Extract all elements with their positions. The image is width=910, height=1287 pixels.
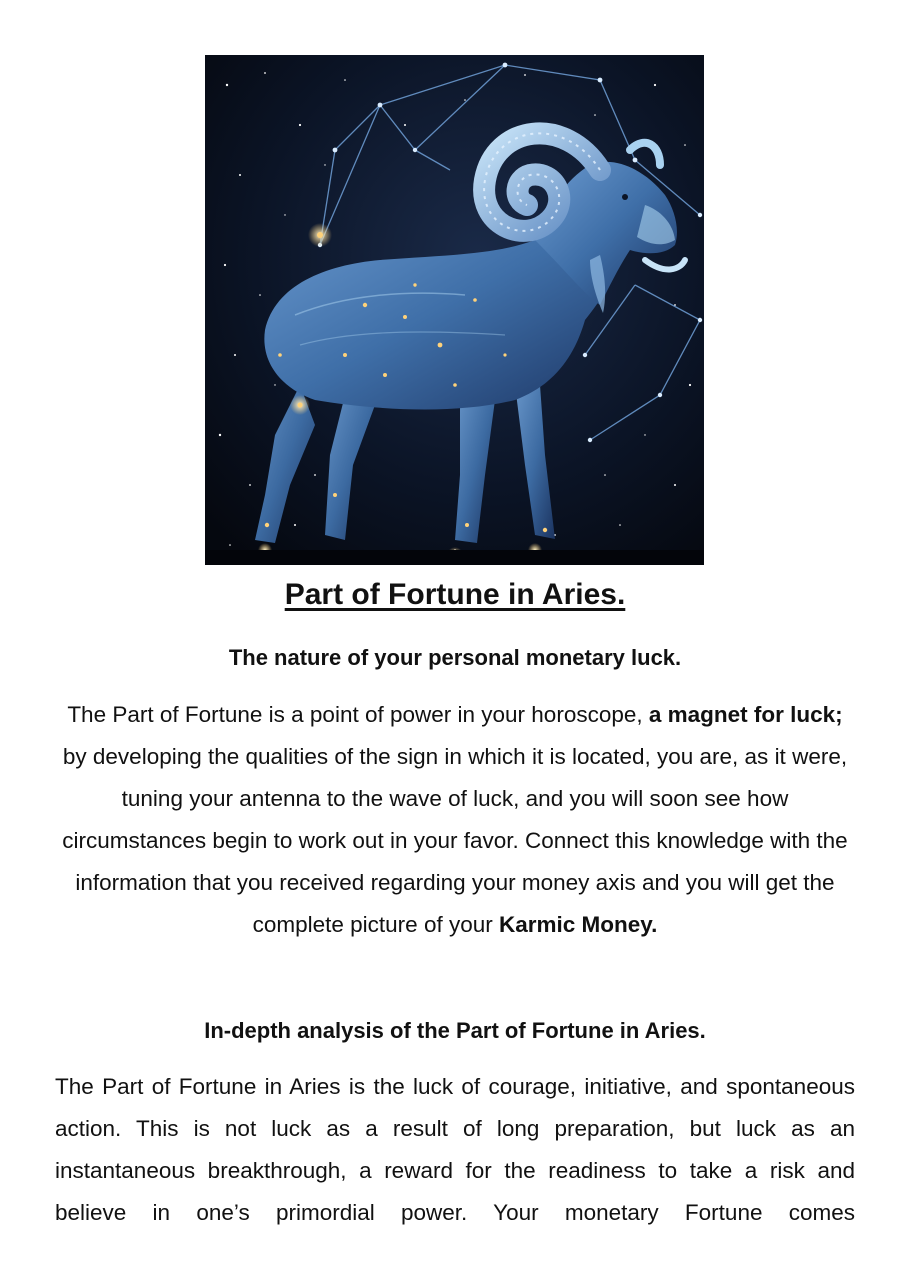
intro-emphasis-magnet: a magnet for luck;	[648, 702, 843, 727]
intro-paragraph	[55, 694, 855, 946]
intro-text-1: The Part of Fortune is a point of power in your horoscope,	[67, 702, 649, 727]
intro-emphasis-karmic-money: Karmic Money.	[498, 912, 658, 937]
analysis-heading: In-depth analysis of the Part of Fortune in Aries.	[204, 1018, 706, 1043]
page-title: Part of Fortune in Aries.	[284, 578, 626, 611]
page-subtitle: The nature of your personal monetary luck.	[228, 645, 682, 670]
analysis-paragraph: The Part of Fortune in Aries is the luck of courage, initiative, and spontaneous action. This is not luck as a result of long preparation, but luck as an instantaneous breakthrough, a reward for the readiness to take a risk and believe in one’s primordial power. Your monetary Fortune comes	[55, 1074, 855, 1225]
intro-text-2: by developing the qualities of the sign in which it is located, you are, as it were, tuning your antenna to the wave of luck, and you will soon see how circumstances begin to work out in your favor. Connect this knowledge with the information that you received regarding your money axis and you will get the complete picture of your	[62, 744, 848, 937]
aries-ram-illustration	[205, 55, 704, 565]
